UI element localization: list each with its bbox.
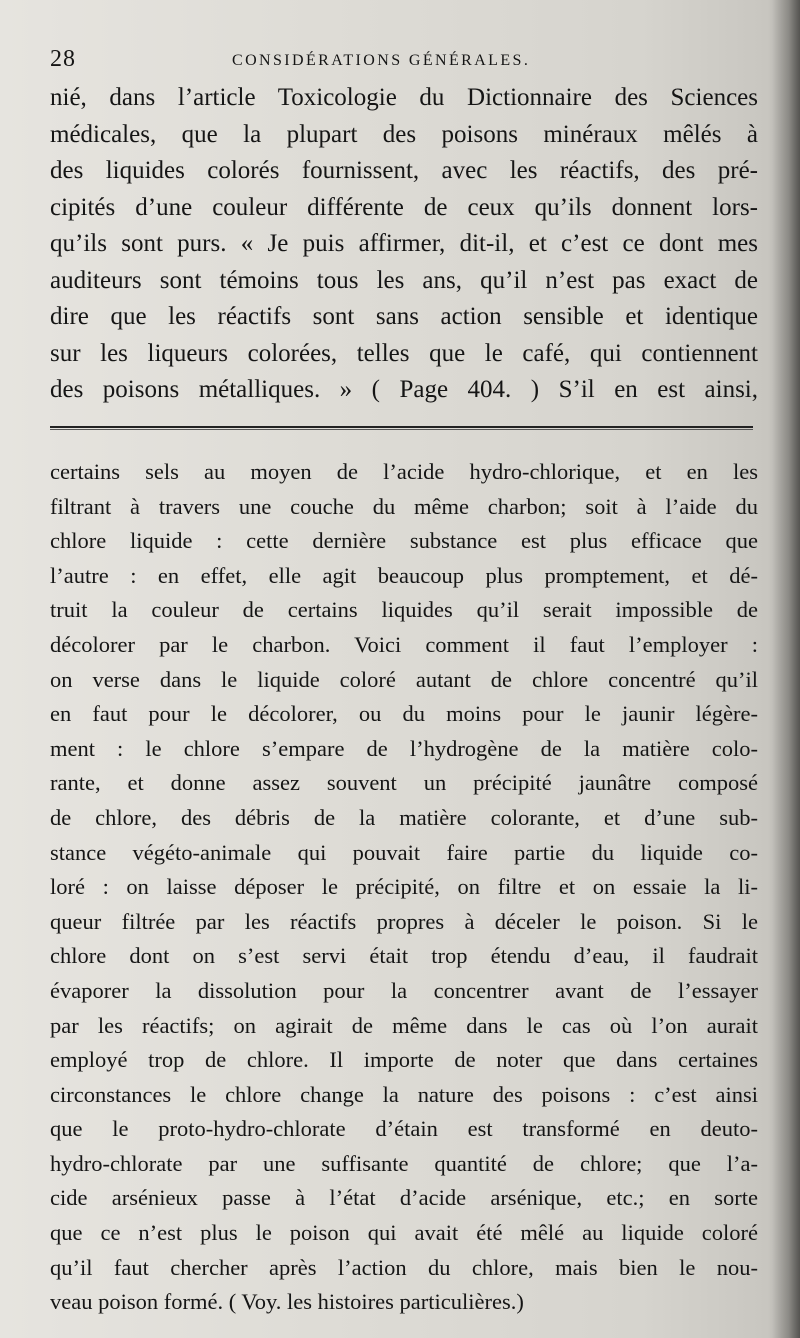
page-header <box>50 46 750 76</box>
footnote-line: employé trop de chlore. Il importe de noter que dans certaines <box>50 1047 758 1073</box>
footnote-line: circonstances le chlore change la nature des poisons : c’est ainsi <box>50 1081 758 1107</box>
text-line: nié, dans l’article Toxicologie du Dictionnaire des Sciences <box>50 84 758 111</box>
footnote-line: que le proto-hydro-chlorate d’étain est transformé en deuto- <box>50 1116 758 1142</box>
footnote-line: l’autre : en effet, elle agit beaucoup plus promptement, et dé- <box>50 562 758 588</box>
page-number: 28 <box>50 46 76 72</box>
footnote-line: truit la couleur de certains liquides qu’il serait impossible de <box>50 597 758 623</box>
footnote-line: rante, et donne assez souvent un précipité jaunâtre composé <box>50 770 758 796</box>
footnote-separator-rule <box>50 426 753 430</box>
footnote-line: cide arsénieux passe à l’état d’acide arsénique, etc.; en sorte <box>50 1185 758 1211</box>
footnote-line: par les réactifs; on agirait de même dans le cas où l’on aurait <box>50 1012 758 1038</box>
footnote-line: chlore liquide : cette dernière substance est plus efficace que <box>50 528 758 554</box>
footnote-line: veau poison formé. ( Voy. les histoires particulières.) <box>50 1289 524 1315</box>
footnote-line: on verse dans le liquide coloré autant de chlore concentré qu’il <box>50 666 758 692</box>
text-line: sur les liqueurs colorées, telles que le café, qui contiennent <box>50 339 758 367</box>
footnote-line: hydro-chlorate par une suffisante quantité de chlore; que l’a- <box>50 1150 758 1176</box>
footnote-line: filtrant à travers une couche du même charbon; soit à l’aide du <box>50 493 758 519</box>
footnote-line: évaporer la dissolution pour la concentrer avant de l’essayer <box>50 977 758 1003</box>
text-line: cipités d’une couleur différente de ceux qu’ils donnent lors- <box>50 193 758 221</box>
footnote-text <box>50 455 758 1320</box>
footnote-line: ment : le chlore s’empare de l’hydrogène de la matière colo- <box>50 735 758 761</box>
footnote-line: décolorer par le charbon. Voici comment il faut l’employer : <box>50 631 758 657</box>
text-line: auditeurs sont témoins tous les ans, qu’il n’est pas exact de <box>50 266 758 294</box>
text-line: des poisons métalliques. » ( Page 404. ) S’il en est ainsi, <box>50 376 758 403</box>
footnote-line: qu’il faut chercher après l’action du chlore, mais bien le nou- <box>50 1254 758 1280</box>
footnote-line: que ce n’est plus le poison qui avait été mêlé au liquide coloré <box>50 1220 758 1246</box>
footnote-line: stance végéto-animale qui pouvait faire partie du liquide co- <box>50 839 758 865</box>
text-line: dire que les réactifs sont sans action sensible et identique <box>50 303 758 330</box>
footnote-paragraph <box>50 455 758 1320</box>
footnote-line: loré : on laisse déposer le précipité, on filtre et on essaie la li- <box>50 874 758 900</box>
footnote-line: certains sels au moyen de l’acide hydro-chlorique, et en les <box>50 459 758 484</box>
main-text <box>50 80 758 409</box>
text-line: des liquides colorés fournissent, avec les réactifs, des pré- <box>50 157 758 184</box>
spine-shadow <box>772 0 800 1338</box>
running-head: CONSIDÉRATIONS GÉNÉRALES. <box>232 52 531 69</box>
main-paragraph <box>50 80 758 409</box>
text-line: qu’ils sont purs. « Je puis affirmer, dit-il, et c’est ce dont mes <box>50 230 758 257</box>
text-line: médicales, que la plupart des poisons minéraux mêlés à <box>50 120 758 148</box>
footnote-line: queur filtrée par les réactifs propres à déceler le poison. Si le <box>50 908 758 934</box>
footnote-line: de chlore, des débris de la matière colorante, et d’une sub- <box>50 804 758 830</box>
footnote-line: chlore dont on s’est servi était trop étendu d’eau, il faudrait <box>50 943 758 969</box>
footnote-line: en faut pour le décolorer, ou du moins pour le jaunir légère- <box>50 701 758 727</box>
